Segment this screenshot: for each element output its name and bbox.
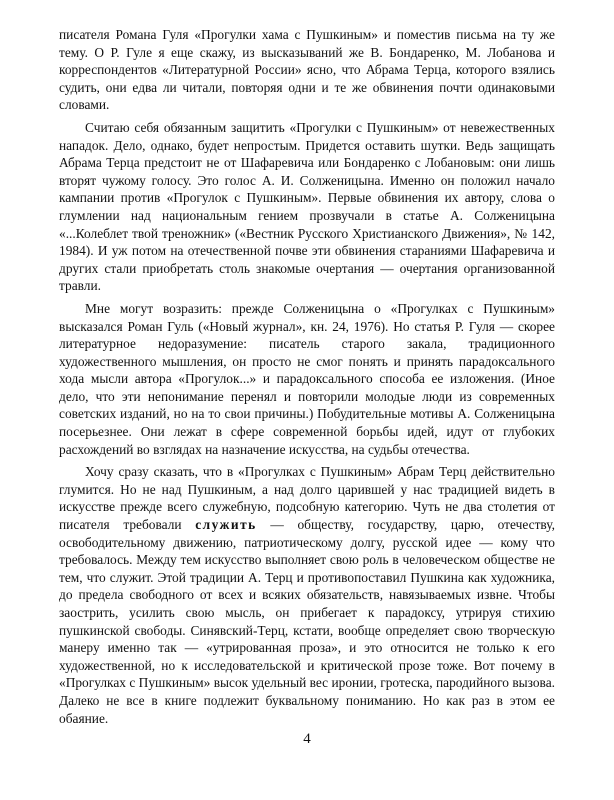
paragraph-1: писателя Романа Гуля «Прогулки хама с Пушкиным» и поместив письма на ту же тему. О Р. Гуле я еще скажу, из высказываний же В. Бондаренко, М. Лобанова и корреспондентов «Литературной России» ясно, что Абрама Терца, которого взялись судить, они едва ли читали, повторяя одни и те же обвинения почти одинаковыми словами. bbox=[59, 27, 555, 113]
page-body bbox=[59, 26, 555, 732]
emphasized-word: служить bbox=[195, 517, 257, 533]
paragraph-4-text-after: — обществу, государству, царю, отечеству, освободительному движению, патриотическому долгу, русской идее — кому что требовалось. Между тем искусство выполняет свою роль в человеческом обществе не тем, что служит. Этой традиции А. Терц и противопоставил Пушкина как художника, до предела свободного от всех и всяких обязательств, навязываемых извне. Чтобы заострить, усилить свою мысль, он прибегает к парадоксу, утрируя стихию пушкинской свободы. Синявский-Терц, кстати, вообще определяет свою творческую манеру именно так — «утрированная проза», и это относится не только к его художественной, но к исследовательской и критической прозе тоже. Вот почему в «Прогулках с Пушкиным» высок удельный вес иронии, гротеска, пародийного вызова. Далеко не все в книге подлежит буквальному пониманию. Но как раз в этом ее обаяние. bbox=[59, 517, 555, 726]
paragraph-3: Мне могут возразить: прежде Солженицына о «Прогулках с Пушкиным» высказался Роман Гуль («Новый журнал», кн. 24, 1976). Но статья Р. Гуля — скорее литературное недоразумение: писатель старого закала, традиционного художественного мышления, он просто не смог понять и принять парадоксального хода мысли автора «Прогулок...» и парадоксального способа ее изложения. (Иное дело, что эти непонимание перенял и повторили молодые люди из современных советских изданий, но на то свои причины.) Побудительные мотивы А. Солженицына посерьезнее. Они лежат в сфере современной борьбы идей, идут от глубоких расхождений во взглядах на назначение искусства, на судьбы отечества. bbox=[59, 300, 555, 457]
paragraph-2: Считаю себя обязанным защитить «Прогулки с Пушкиным» от невежественных нападок. Дело, однако, будет непростым. Придется оставить шутки. Ведь защищать Абрама Терца предстоит не от Шафаревича или Бондаренко с Лобановым: они лишь вторят чужому голосу. Это голос А. И. Солженицына. Именно он положил начало кампании против «Прогулок с Пушкиным». Первые обвинения их автору, слова о глумлении над национальным гением прозвучали в статье А. Солженицына «...Колеблет твой треножник» («Вестник Русского Христианского Движения», № 142, 1984). И уж потом на отечественной почве эти обвинения стараниями Шафаревича и других стали приобретать столь знакомые очертания — очертания организованной травли. bbox=[59, 119, 555, 294]
paragraph-4 bbox=[59, 463, 555, 727]
page-number: 4 bbox=[303, 731, 311, 747]
paragraph-4-text-before: Хочу сразу сказать, что в «Прогулках с Пушкиным» Абрам Терц действительно глумится. Но не над Пушкиным, а над долго царившей у нас традицией видеть в искусстве прежде всего служебную, подсобную категорию. Чуть не два столетия от писателя требовали bbox=[59, 464, 555, 533]
